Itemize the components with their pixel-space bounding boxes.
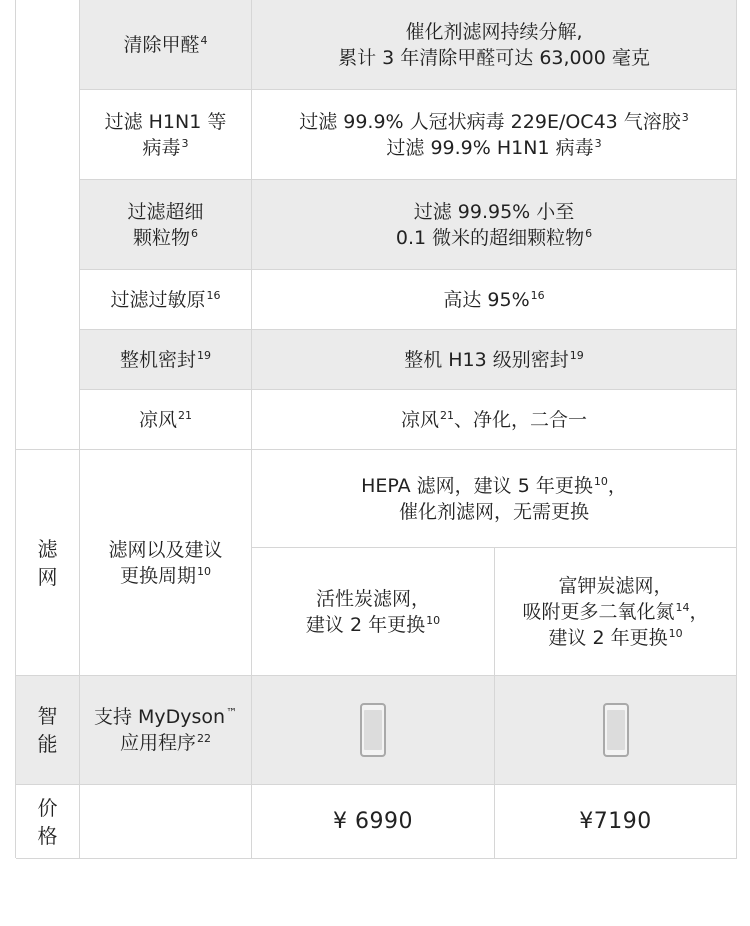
value-text: 0.1 微米的超细颗粒物 [395, 226, 585, 249]
feature-label-h1n1 [80, 90, 252, 180]
feature-label-sealing [80, 330, 252, 390]
footnote-mark: 3 [594, 136, 602, 150]
label-line: 过滤超细 [127, 200, 204, 223]
label-text: 颗粒物 [132, 226, 190, 249]
label-text: 病毒 [142, 136, 181, 159]
category-char: 格 [37, 823, 58, 848]
value-text: 建议 2 年更换 [548, 626, 668, 649]
label-text: 过滤过敏原 [110, 288, 206, 311]
feature-value-filter-left [252, 548, 495, 676]
feature-value-h1n1 [252, 90, 737, 180]
feature-label-app [80, 676, 252, 785]
footnote-mark: 16 [530, 288, 545, 302]
label-text: 凉风 [138, 408, 177, 431]
value-text: 建议 2 年更换 [305, 613, 426, 636]
price-value: ¥ 6990 [333, 808, 413, 834]
label-text: 整机密封 [119, 348, 196, 371]
value-line: 活性炭滤网， [315, 587, 430, 610]
feature-label-cool [80, 390, 252, 450]
footnote-mark: 21 [178, 408, 192, 422]
feature-value-filter-shared [252, 450, 737, 548]
footnote-mark: 10 [593, 474, 608, 488]
value-text: 过滤 99.9% H1N1 病毒 [386, 136, 594, 159]
label-line: 滤网以及建议 [108, 538, 223, 561]
category-char: 能 [37, 732, 58, 756]
category-char: 网 [37, 564, 58, 589]
feature-label-formaldehyde [80, 0, 252, 90]
feature-label-ultrafine [80, 180, 252, 270]
label-text: 更换周期 [119, 564, 196, 587]
footnote-mark: 10 [668, 626, 683, 640]
footnote-mark: 4 [200, 33, 208, 47]
category-price [16, 785, 80, 859]
label-line: 过滤 H1N1 等 [104, 110, 227, 133]
price-right [495, 785, 737, 859]
value-text: 凉风 [400, 408, 439, 431]
category-char: 滤 [37, 536, 58, 561]
feature-value-ultrafine [252, 180, 737, 270]
app-support-right [495, 676, 737, 785]
price-label-empty [80, 785, 252, 859]
feature-value-formaldehyde [252, 0, 737, 90]
value-text: 、净化，二合一 [454, 408, 588, 431]
price-left [252, 785, 495, 859]
label-text: 应用程序 [119, 732, 196, 754]
price-value: ¥7190 [579, 808, 652, 834]
label-text: 清除甲醛 [123, 33, 200, 56]
category-char: 价 [37, 795, 58, 820]
value-text: 吸附更多二氧化氮 [522, 600, 675, 623]
footnote-mark: 22 [197, 732, 211, 745]
value-line: 富钾炭滤网， [558, 574, 673, 597]
value-line: 过滤 99.95% 小至 [413, 200, 575, 223]
footnote-mark: 10 [197, 564, 211, 578]
footnote-mark: 6 [191, 226, 198, 240]
value-text: 整机 H13 级别密封 [404, 348, 569, 371]
feature-value-sealing [252, 330, 737, 390]
phone-icon [360, 703, 386, 757]
footnote-mark: 3 [681, 110, 689, 124]
value-text: 过滤 99.9% 人冠状病毒 229E/OC43 气溶胶 [299, 110, 681, 133]
category-cell-empty [16, 0, 80, 450]
category-filter [16, 450, 80, 676]
category-smart [16, 676, 80, 785]
feature-value-filter-right [495, 548, 737, 676]
feature-value-cool [252, 390, 737, 450]
app-support-left [252, 676, 495, 785]
value-text: HEPA 滤网，建议 5 年更换 [361, 474, 593, 497]
footnote-mark: 21 [440, 408, 454, 422]
footnote-mark: 3 [181, 136, 189, 150]
feature-label-allergen [80, 270, 252, 330]
footnote-mark: 6 [585, 226, 593, 240]
label-text: 支持 MyDyson [93, 706, 226, 728]
feature-value-allergen [252, 270, 737, 330]
footnote-mark: 10 [426, 613, 441, 627]
footnote-mark: 19 [197, 348, 211, 362]
value-text: ， [689, 600, 709, 623]
footnote-mark: 16 [206, 288, 221, 302]
value-line: 累计 3 年清除甲醛可达 63,000 毫克 [338, 46, 650, 69]
value-line: 催化剂滤网持续分解, [405, 20, 583, 43]
footnote-mark: 14 [675, 600, 690, 614]
value-text: ， [607, 474, 627, 497]
value-line: 催化剂滤网，无需更换 [398, 500, 589, 523]
value-text: 高达 95% [443, 288, 530, 311]
category-char: 智 [37, 704, 58, 728]
phone-icon [603, 703, 629, 757]
footnote-mark: 19 [569, 348, 584, 362]
feature-label-filter [80, 450, 252, 676]
trademark-mark: ™ [226, 706, 238, 719]
